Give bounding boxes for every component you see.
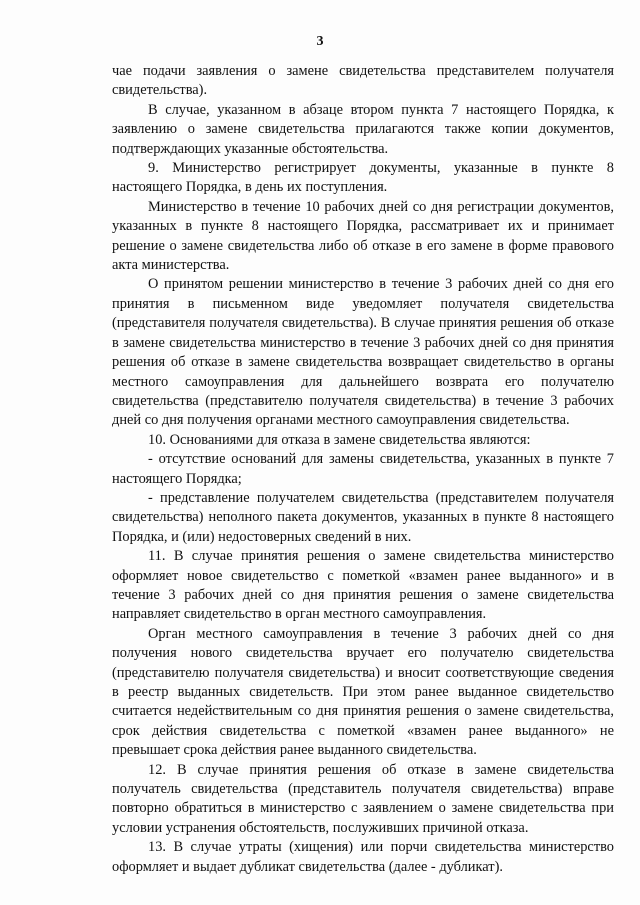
paragraph-continuation: чае подачи заявления о замене свидетельства представителем получателя свидетельства). xyxy=(112,63,614,99)
paragraph-item-12: 12. В случае принятия решения об отказе в замене свидетельства получатель свидетельства (представитель получателя свидетельства) вправе повторно обратиться в министерство с заявлением о замене свидетельства при условии устранения обстоятельств, послуживших причиной отказа. xyxy=(112,761,614,836)
paragraph-item-13: 13. В случае утраты (хищения) или порчи свидетельства министерство оформляет и выдает дубликат свидетельства (далее - дубликат). xyxy=(112,839,614,875)
list-item: - отсутствие оснований для замены свидетельства, указанных в пункте 7 настоящего Порядка; xyxy=(112,451,614,487)
list-item: - представление получателем свидетельства (представителем получателя свидетельства) неполного пакета документов, указанных в пункте 8 настоящего Порядка, и (или) недостоверных сведений в них. xyxy=(112,489,614,545)
paragraph: Министерство в течение 10 рабочих дней со дня регистрации документов, указанных в пункте 8 настоящего Порядка, рассматривает их и принимает решение о замене свидетельства либо об отказе в его замене в форме правового акта министерства. xyxy=(112,198,614,274)
paragraph-item-9: 9. Министерство регистрирует документы, указанные в пункте 8 настоящего Порядка, в день их поступления. xyxy=(112,160,614,196)
paragraph-item-11: 11. В случае принятия решения о замене свидетельства министерство оформляет новое свидетельство с пометкой «взамен ранее выданного» и в течение 3 рабочих дней со дня принятия решения о замене свидетельства направляет свидетельство в орган местного самоуправления. xyxy=(112,548,614,623)
page-number: 3 xyxy=(316,34,324,49)
paragraph: В случае, указанном в абзаце втором пункта 7 настоящего Порядка, к заявлению о замене свидетельства прилагаются также копии документов, подтверждающих указанные обстоятельства. xyxy=(112,101,614,157)
paragraph-item-10: 10. Основаниями для отказа в замене свидетельства являются: xyxy=(148,431,531,448)
body-text xyxy=(112,62,614,877)
paragraph: Орган местного самоуправления в течение 3 рабочих дней со дня получения нового свидетельства вручает его получателю свидетельства (представителю получателя свидетельства) и вносит соответствующие сведения в реестр выданных свидетельств. При этом ранее выданное свидетельство считается недействительным со дня принятия решения о замене свидетельства, срок действия свидетельства с пометкой «взамен ранее выданного» не превышает срока действия ранее выданного свидетельства. xyxy=(112,625,614,759)
paragraph: О принятом решении министерство в течение 3 рабочих дней со дня его принятия в письменном виде уведомляет получателя свидетельства (представителя получателя свидетельства). В случае принятия решения об отказе в замене свидетельства министерство в течение 3 рабочих дней со дня принятия решения об отказе в замене свидетельства возвращает свидетельство в органы местного самоуправления для дальнейшего возврата его получателю свидетельства (представителю получателя свидетельства) в течение 3 рабочих дней со дня получения органами местного самоуправления свидетельства. xyxy=(112,276,614,429)
